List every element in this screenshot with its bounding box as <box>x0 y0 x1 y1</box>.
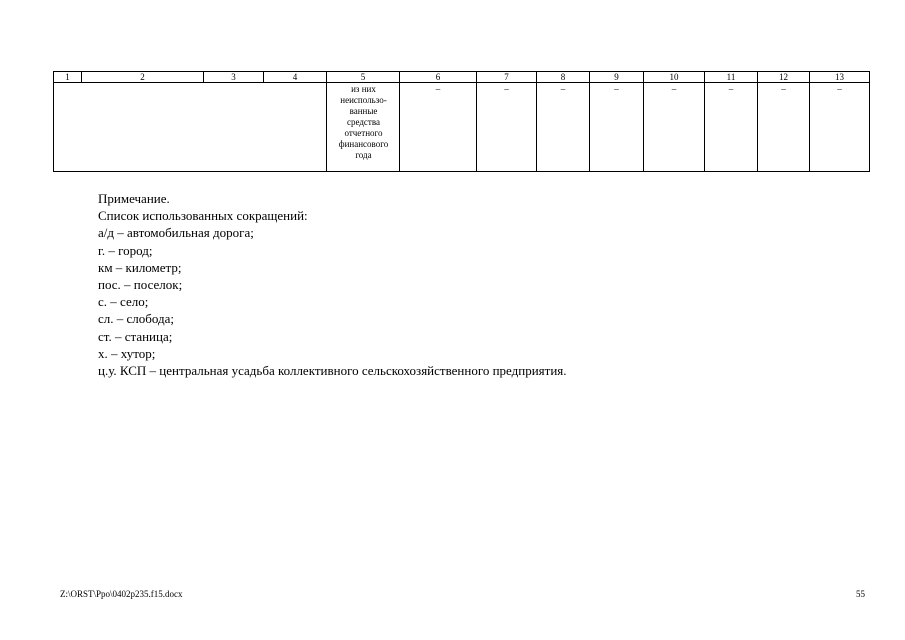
description-line: года <box>355 150 372 160</box>
abbreviation-item: пос. – поселок; <box>98 277 183 293</box>
column-number: 6 <box>400 72 477 83</box>
description-line: из них <box>351 84 376 94</box>
column-number: 5 <box>327 72 400 83</box>
value-cell: – <box>705 83 758 172</box>
description-line: неиспользо- <box>340 95 387 105</box>
notes-section <box>98 190 567 379</box>
data-table <box>53 71 870 172</box>
column-number: 3 <box>204 72 264 83</box>
abbreviation-item: ст. – станица; <box>98 328 173 344</box>
column-number: 2 <box>82 72 204 83</box>
description-line: ванные <box>349 106 378 116</box>
column-number: 1 <box>54 72 82 83</box>
abbreviation-item: сл. – слобода; <box>98 311 175 327</box>
footer-file-path: Z:\ORST\Ppo\0402p235.f15.docx <box>60 589 183 599</box>
table-row <box>54 83 870 172</box>
value-cell: – <box>758 83 810 172</box>
abbreviation-item: ц.у. КСП – центральная усадьба коллективного сельскохозяйственного предприятия. <box>98 363 567 379</box>
abbreviation-item: км – километр; <box>98 259 182 275</box>
column-number: 7 <box>477 72 537 83</box>
abbreviation-item: х. – хутор; <box>98 345 156 361</box>
abbreviation-item: г. – город; <box>98 242 153 258</box>
description-line: средства <box>346 117 380 127</box>
column-number: 8 <box>537 72 590 83</box>
description-line: отчетного <box>344 128 383 138</box>
value-cell: – <box>537 83 590 172</box>
abbreviations-heading: Список использованных сокращений: <box>98 208 308 224</box>
empty-merged-cell <box>54 83 327 172</box>
abbreviation-item: с. – село; <box>98 294 149 310</box>
table-header-row <box>54 72 870 83</box>
value-cell: – <box>810 83 870 172</box>
column-number: 11 <box>705 72 758 83</box>
description-line: финансового <box>338 139 389 149</box>
value-cell: – <box>400 83 477 172</box>
value-cell: – <box>590 83 644 172</box>
value-cell: – <box>644 83 705 172</box>
column-number: 13 <box>810 72 870 83</box>
page-number: 55 <box>856 589 865 599</box>
column-number: 12 <box>758 72 810 83</box>
notes-title: Примечание. <box>98 191 170 206</box>
abbreviation-item: а/д – автомобильная дорога; <box>98 225 254 241</box>
column-number: 4 <box>264 72 327 83</box>
column-number: 10 <box>644 72 705 83</box>
column-number: 9 <box>590 72 644 83</box>
value-cell: – <box>477 83 537 172</box>
row-description-cell <box>327 83 400 172</box>
